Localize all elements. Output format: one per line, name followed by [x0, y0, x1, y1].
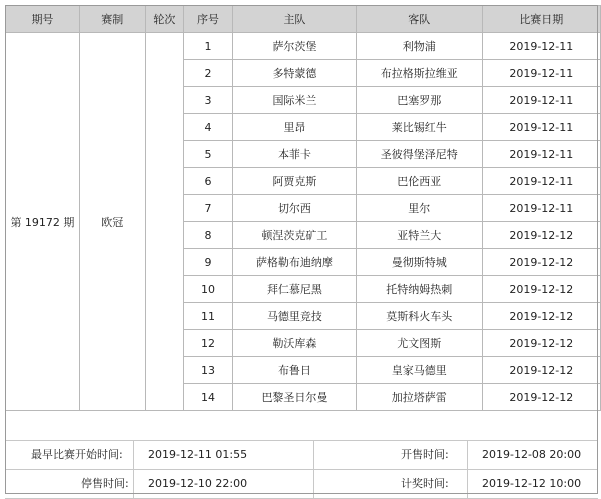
divider — [133, 470, 134, 498]
award-label: 计奖时间: — [401, 477, 449, 490]
divider — [467, 470, 468, 498]
home-team-cell: 本菲卡 — [232, 141, 356, 168]
date-cell: 2019-12-11 — [482, 168, 600, 195]
home-team-cell: 萨格勒布迪纳摩 — [232, 249, 356, 276]
divider — [313, 441, 314, 469]
home-team-cell: 阿贾克斯 — [232, 168, 356, 195]
home-team-cell: 马德里竞技 — [232, 303, 356, 330]
home-team-cell: 里昂 — [232, 114, 356, 141]
award-value: 2019-12-12 10:00 — [482, 477, 582, 490]
no-cell: 12 — [184, 330, 233, 357]
header-away: 客队 — [356, 6, 482, 33]
header-home: 主队 — [232, 6, 356, 33]
home-team-cell: 巴黎圣日尔曼 — [232, 384, 356, 411]
home-team-cell: 国际米兰 — [232, 87, 356, 114]
footer-row-1 — [5, 441, 598, 470]
date-cell: 2019-12-12 — [482, 303, 600, 330]
away-team-cell: 曼彻斯特城 — [356, 249, 482, 276]
no-cell: 5 — [184, 141, 233, 168]
no-cell: 3 — [184, 87, 233, 114]
sale-start-label: 开售时间: — [401, 448, 449, 461]
away-team-cell: 托特纳姆热刺 — [356, 276, 482, 303]
footer-panel — [5, 412, 598, 499]
date-cell: 2019-12-11 — [482, 33, 600, 60]
home-team-cell: 顿涅茨克矿工 — [232, 222, 356, 249]
away-team-cell: 圣彼得堡泽尼特 — [356, 141, 482, 168]
no-cell: 9 — [184, 249, 233, 276]
header-period: 期号 — [6, 6, 80, 33]
away-team-cell: 利物浦 — [356, 33, 482, 60]
date-cell: 2019-12-12 — [482, 357, 600, 384]
away-team-cell: 尤文图斯 — [356, 330, 482, 357]
earliest-time-value: 2019-12-11 01:55 — [148, 448, 248, 461]
header-type: 赛制 — [79, 6, 145, 33]
round-cell — [145, 33, 183, 411]
date-cell: 2019-12-11 — [482, 195, 600, 222]
away-team-cell: 加拉塔萨雷 — [356, 384, 482, 411]
no-cell: 7 — [184, 195, 233, 222]
home-team-cell: 多特蒙德 — [232, 60, 356, 87]
away-team-cell: 布拉格斯拉维亚 — [356, 60, 482, 87]
no-cell: 2 — [184, 60, 233, 87]
sale-start-value: 2019-12-08 20:00 — [482, 448, 582, 461]
match-table — [5, 5, 601, 411]
blank-row — [5, 412, 598, 441]
away-team-cell: 巴塞罗那 — [356, 87, 482, 114]
no-cell: 1 — [184, 33, 233, 60]
earliest-time-label: 最早比赛开始时间: — [31, 448, 123, 461]
date-cell: 2019-12-12 — [482, 249, 600, 276]
away-team-cell: 莱比锡红牛 — [356, 114, 482, 141]
divider — [133, 441, 134, 469]
no-cell: 13 — [184, 357, 233, 384]
date-cell: 2019-12-12 — [482, 276, 600, 303]
no-cell: 11 — [184, 303, 233, 330]
table-header-row — [6, 6, 601, 33]
date-cell: 2019-12-12 — [482, 384, 600, 411]
type-cell: 欧冠 — [79, 33, 145, 411]
home-team-cell: 勒沃库森 — [232, 330, 356, 357]
date-cell: 2019-12-11 — [482, 87, 600, 114]
home-team-cell: 拜仁慕尼黑 — [232, 276, 356, 303]
away-team-cell: 里尔 — [356, 195, 482, 222]
home-team-cell: 布鲁日 — [232, 357, 356, 384]
no-cell: 6 — [184, 168, 233, 195]
date-cell: 2019-12-11 — [482, 114, 600, 141]
header-date: 比赛日期 — [482, 6, 600, 33]
period-cell: 第 19172 期 — [6, 33, 80, 411]
date-cell: 2019-12-12 — [482, 330, 600, 357]
no-cell: 10 — [184, 276, 233, 303]
away-team-cell: 莫斯科火车头 — [356, 303, 482, 330]
away-team-cell: 皇家马德里 — [356, 357, 482, 384]
no-cell: 14 — [184, 384, 233, 411]
away-team-cell: 亚特兰大 — [356, 222, 482, 249]
date-cell: 2019-12-12 — [482, 222, 600, 249]
away-team-cell: 巴伦西亚 — [356, 168, 482, 195]
home-team-cell: 切尔西 — [232, 195, 356, 222]
header-round: 轮次 — [145, 6, 183, 33]
footer-row-2 — [5, 470, 598, 499]
home-team-cell: 萨尔茨堡 — [232, 33, 356, 60]
divider — [467, 441, 468, 469]
date-cell: 2019-12-11 — [482, 141, 600, 168]
divider — [313, 470, 314, 498]
no-cell: 8 — [184, 222, 233, 249]
date-cell: 2019-12-11 — [482, 60, 600, 87]
table-row — [6, 33, 601, 60]
sale-stop-value: 2019-12-10 22:00 — [148, 477, 248, 490]
no-cell: 4 — [184, 114, 233, 141]
sale-stop-label: 停售时间: — [81, 477, 129, 490]
header-no: 序号 — [184, 6, 233, 33]
match-table-body — [6, 33, 601, 411]
